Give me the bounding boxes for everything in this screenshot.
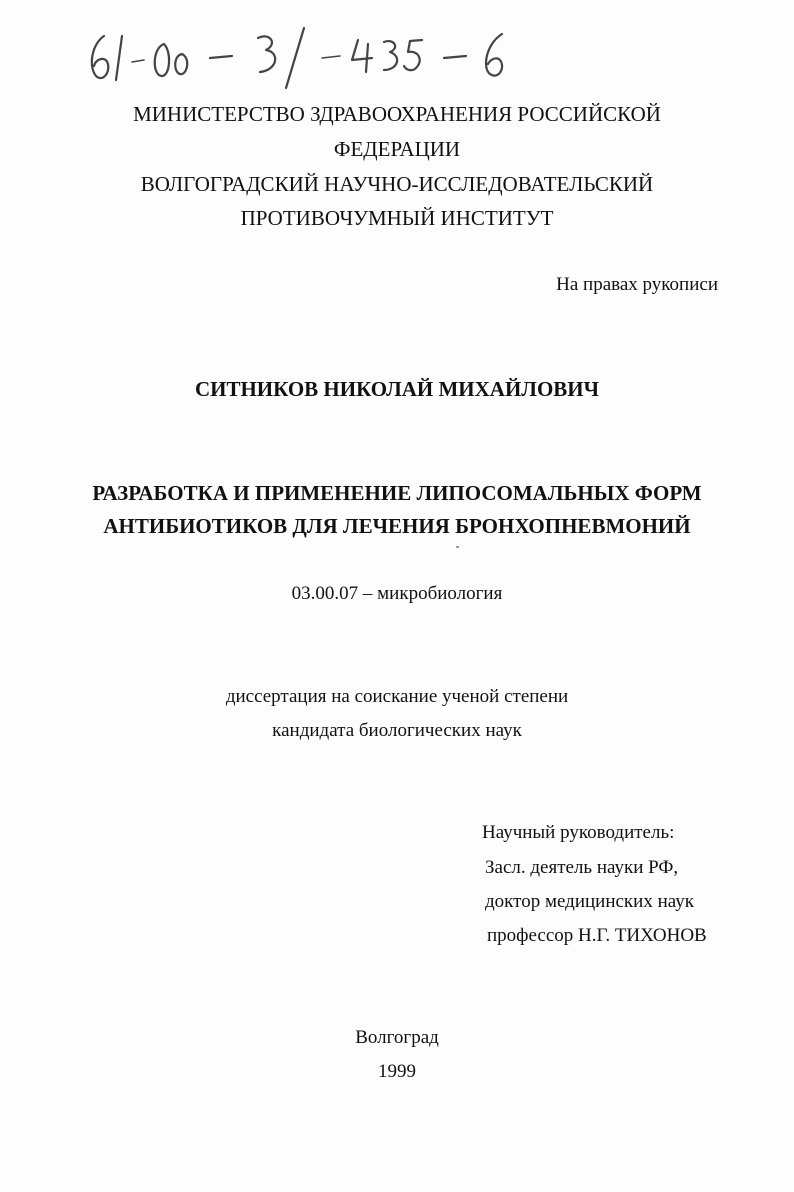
scan-speck — [456, 546, 459, 548]
institute-line-2: ПРОТИВОЧУМНЫЙ ИНСТИТУТ — [240, 206, 554, 230]
manuscript-rights-note: На правах рукописи — [556, 274, 718, 295]
dissertation-title-line-2: АНТИБИОТИКОВ ДЛЯ ЛЕЧЕНИЯ БРОНХОПНЕВМОНИЙ — [103, 514, 691, 538]
advisor-honor: Засл. деятель науки РФ, — [485, 857, 679, 878]
advisor-name: профессор Н.Г. ТИХОНОВ — [487, 925, 707, 946]
year: 1999 — [378, 1061, 416, 1082]
author-name: СИТНИКОВ НИКОЛАЙ МИХАЙЛОВИЧ — [194, 377, 600, 401]
degree-line-2: кандидата биологических наук — [272, 720, 522, 741]
ministry-line-2: ФЕДЕРАЦИИ — [333, 137, 461, 161]
ministry-line-1: МИНИСТЕРСТВО ЗДРАВООХРАНЕНИЯ РОССИЙСКОЙ — [133, 102, 661, 126]
handwritten-code-drawing — [82, 14, 522, 94]
city: Волгоград — [355, 1027, 439, 1048]
specialty-code: 03.00.07 – микробиология — [291, 583, 503, 604]
institute-line-1: ВОЛГОГРАДСКИЙ НАУЧНО-ИССЛЕДОВАТЕЛЬСКИЙ — [140, 172, 654, 196]
degree-line-1: диссертация на соискание ученой степени — [225, 686, 569, 707]
advisor-label: Научный руководитель: — [482, 822, 675, 843]
dissertation-title-line-1: РАЗРАБОТКА И ПРИМЕНЕНИЕ ЛИПОСОМАЛЬНЫХ ФОРМ — [92, 481, 702, 505]
handwritten-registration-code — [82, 14, 522, 94]
advisor-degree: доктор медицинских наук — [485, 891, 694, 912]
